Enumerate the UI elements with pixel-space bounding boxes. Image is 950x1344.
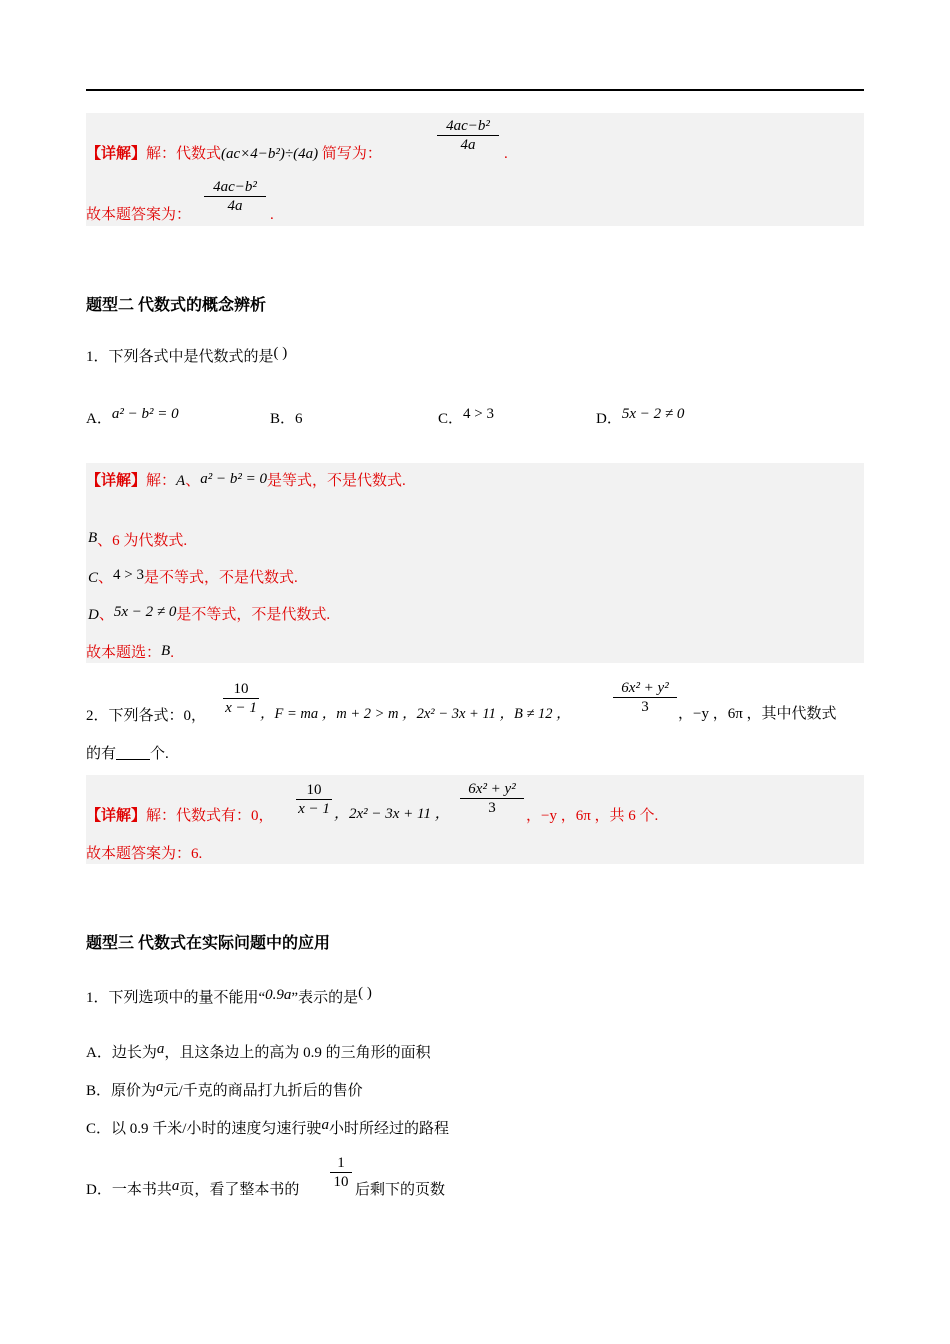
detail-line: B、6 为代数式. bbox=[88, 530, 188, 549]
answer-line: 故本题答案为： bbox=[86, 207, 192, 223]
answer-blank bbox=[116, 745, 150, 760]
fraction: 4ac−b² 4a bbox=[204, 178, 266, 215]
option-c: C．以 0.9 千米/小时的速度匀速行驶a小时所经过的路程 bbox=[86, 1117, 449, 1137]
fraction: 6x² + y² 3 bbox=[460, 780, 524, 817]
fraction: 10 x − 1 bbox=[296, 781, 332, 818]
detail-line: C、4 > 3是不等式，不是代数式. bbox=[88, 567, 298, 586]
detail-line: 【详解】解：代数式(ac×4−b²)÷(4a) 简写为： bbox=[86, 146, 382, 162]
detail-line: 【详解】解：A、a² − b² = 0是等式，不是代数式. bbox=[86, 471, 406, 489]
expression: (ac×4−b²)÷(4a) bbox=[221, 146, 319, 162]
detail-line: D、5x − 2 ≠ 0是不等式，不是代数式. bbox=[88, 604, 331, 623]
option-b: B．原价为a元/千克的商品打九折后的售价 bbox=[86, 1079, 363, 1099]
option-d: D．一本书共a页，看了整本书的 bbox=[86, 1178, 300, 1198]
detail-tag: 【详解】 bbox=[86, 146, 147, 162]
option-a: A．边长为a，且这条边上的高为 0.9 的三角形的面积 bbox=[86, 1041, 431, 1061]
question-stem: 2．下列各式：0， bbox=[86, 708, 207, 724]
option-c: C．4 > 3 bbox=[438, 406, 494, 427]
top-rule bbox=[86, 89, 864, 91]
section-title: 题型三 代数式在实际问题中的应用 bbox=[86, 935, 331, 952]
option-a: A．a² − b² = 0 bbox=[86, 406, 179, 427]
question-stem: 的有 个. bbox=[86, 746, 169, 762]
option-d: D．5x − 2 ≠ 0 bbox=[596, 406, 685, 427]
fraction: 6x² + y² 3 bbox=[613, 679, 677, 716]
question-stem: 1．下列各式中是代数式的是( ) bbox=[86, 345, 288, 365]
fraction: 1 10 bbox=[330, 1154, 352, 1191]
detail-line: 【详解】解：代数式有：0， bbox=[86, 808, 274, 824]
section-title: 题型二 代数式的概念辨析 bbox=[86, 297, 267, 314]
answer-line: 故本题选：B. bbox=[86, 643, 174, 661]
question-stem: 1．下列选项中的量不能用“0.9a”表示的是( ) bbox=[86, 985, 372, 1006]
option-b: B．6 bbox=[270, 411, 303, 427]
fraction: 4ac−b² 4a bbox=[437, 117, 499, 154]
detail-box-2 bbox=[86, 463, 864, 663]
fraction: 10 x − 1 bbox=[223, 680, 259, 717]
answer-line: 故本题答案为：6. bbox=[86, 846, 203, 862]
